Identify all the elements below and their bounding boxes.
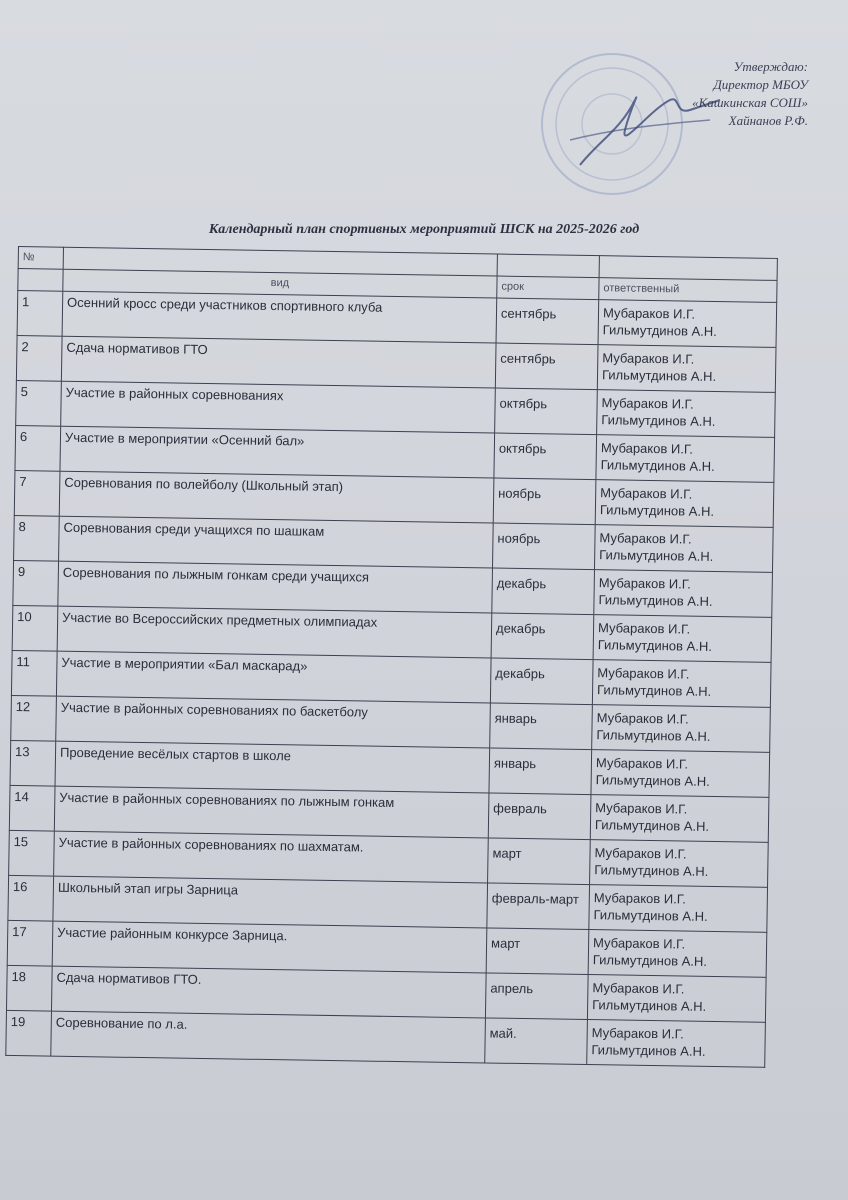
responsible-1: Мубараков И.Г. [600,485,693,502]
row-num: 11 [11,650,57,696]
row-responsible [593,615,772,663]
row-responsible [589,885,768,933]
header-empty [599,256,777,281]
row-activity: Проведение весёлых стартов в школе [55,741,490,793]
row-term: сентябрь [496,298,599,345]
responsible-2: Гильмутдинов А.Н. [593,907,708,924]
row-num: 10 [12,605,58,651]
responsible-1: Мубараков И.Г. [602,350,695,367]
row-activity: Участие в мероприятии «Осенний бал» [60,426,495,478]
responsible-2: Гильмутдинов А.Н. [600,457,715,474]
responsible-1: Мубараков И.Г. [598,575,691,592]
responsible-2: Гильмутдинов А.Н. [599,502,715,519]
row-num: 16 [8,875,54,921]
approval-line: Утверждаю: [733,59,808,74]
row-responsible [592,660,771,708]
header-empty [18,269,63,292]
responsible-1: Мубараков И.Г. [592,980,685,997]
document-title: Календарный план спортивных мероприятий ШСК на 2025-2026 год [208,222,640,237]
row-responsible [587,975,766,1023]
row-term: декабрь [491,613,594,660]
row-term: сентябрь [495,343,598,390]
responsible-1: Мубараков И.Г. [591,1025,684,1042]
responsible-1: Мубараков И.Г. [594,845,687,862]
row-responsible [590,795,769,843]
responsible-2: Гильмутдинов А.Н. [592,997,707,1014]
responsible-2: Гильмутдинов А.Н. [596,682,712,699]
events-table [5,246,778,1068]
row-num: 8 [14,515,60,561]
row-term: ноябрь [493,523,596,570]
row-term: ноябрь [493,478,596,525]
responsible-1: Мубараков И.Г. [593,935,686,952]
row-activity: Школьный этап игры Зарница [53,876,488,928]
responsible-2: Гильмутдинов А.Н. [601,367,717,384]
row-responsible [595,480,774,528]
row-num: 1 [17,291,63,337]
responsible-2: Гильмутдинов А.Н. [602,322,717,339]
row-term: апрель [485,973,588,1020]
responsible-1: Мубараков И.Г. [600,440,694,457]
row-num: 12 [11,695,57,741]
row-responsible [597,390,776,438]
row-num: 14 [9,785,55,831]
row-activity: Участие в районных соревнованиях [61,381,496,433]
row-activity: Участие в районных соревнованиях по лыжным гонкам [54,786,489,838]
approval-block [608,58,808,130]
header-empty [497,254,599,278]
row-activity: Осенний кросс среди участников спортивного клуба [62,291,497,343]
approval-line: Хайнанов Р.Ф. [728,113,808,128]
row-activity: Участие в районных соревнованиях по шахматам. [54,831,489,883]
responsible-1: Мубараков И.Г. [597,665,690,682]
row-num: 7 [14,470,60,516]
row-num: 17 [7,920,53,966]
row-num: 9 [13,560,59,606]
row-term: март [488,838,591,885]
header-responsible: ответственный [599,278,777,303]
row-activity: Соревнования по волейболу (Школьный этап) [59,471,494,523]
row-responsible [591,750,770,798]
row-activity: Участие в мероприятии «Бал маскарад» [56,651,491,703]
row-term: январь [490,703,593,750]
row-activity: Участие в районных соревнованиях по баскетболу [56,696,491,748]
row-activity: Сдача нормативов ГТО. [51,966,486,1018]
row-term: март [486,928,589,975]
responsible-2: Гильмутдинов А.Н. [598,592,713,609]
row-term: октябрь [495,388,598,435]
row-num: 13 [10,740,56,786]
responsible-2: Гильмутдинов А.Н. [594,817,710,834]
responsible-1: Мубараков И.Г. [597,620,691,637]
row-responsible [597,345,776,393]
row-num: 5 [16,380,62,426]
row-responsible [592,705,771,753]
row-responsible [587,1020,766,1068]
row-num: 15 [9,830,55,876]
responsible-1: Мубараков И.Г. [596,710,689,727]
responsible-2: Гильмутдинов А.Н. [592,952,708,969]
header-num: № [18,247,63,270]
row-activity: Участие районным конкурсе Зарница. [52,921,487,973]
row-responsible [594,525,773,573]
responsible-2: Гильмутдинов А.Н. [594,862,709,879]
row-term: декабрь [490,658,593,705]
table-body [6,291,777,1068]
row-term: май. [485,1018,588,1065]
responsible-1: Мубараков И.Г. [601,395,694,412]
row-term: февраль-март [487,883,590,930]
row-responsible [588,930,767,978]
row-responsible [594,570,773,618]
responsible-1: Мубараков И.Г. [593,890,687,907]
row-num: 2 [16,335,62,381]
row-activity: Участие во Всероссийских предметных олимпиадах [57,606,492,658]
row-term: январь [489,748,592,795]
row-responsible [598,300,777,348]
row-term: февраль [488,793,591,840]
events-table-wrap [5,246,778,1068]
responsible-2: Гильмутдинов А.Н. [601,412,716,429]
approval-line: «Кашкинская СОШ» [692,95,808,110]
row-activity: Соревнования по лыжным гонкам среди учащихся [58,561,493,613]
row-activity: Сдача нормативов ГТО [61,336,496,388]
responsible-2: Гильмутдинов А.Н. [599,547,714,564]
header-activity: вид [63,269,497,298]
row-responsible [590,840,769,888]
row-num: 19 [6,1010,52,1056]
approval-line: Директор МБОУ [713,77,808,92]
row-activity: Соревнования среди учащихся по шашкам [59,516,494,568]
row-activity: Соревнование по л.а. [51,1011,486,1063]
responsible-1: Мубараков И.Г. [595,755,689,772]
header-term: срок [497,276,599,300]
row-num: 6 [15,425,61,471]
responsible-2: Гильмутдинов А.Н. [591,1042,706,1059]
responsible-2: Гильмутдинов А.Н. [595,772,710,789]
responsible-2: Гильмутдинов А.Н. [597,637,713,654]
responsible-2: Гильмутдинов А.Н. [596,727,711,744]
row-term: декабрь [492,568,595,615]
responsible-1: Мубараков И.Г. [599,530,692,547]
row-responsible [596,435,775,483]
responsible-1: Мубараков И.Г. [595,800,688,817]
row-num: 18 [6,965,52,1011]
responsible-1: Мубараков И.Г. [602,305,696,322]
row-term: октябрь [494,433,597,480]
